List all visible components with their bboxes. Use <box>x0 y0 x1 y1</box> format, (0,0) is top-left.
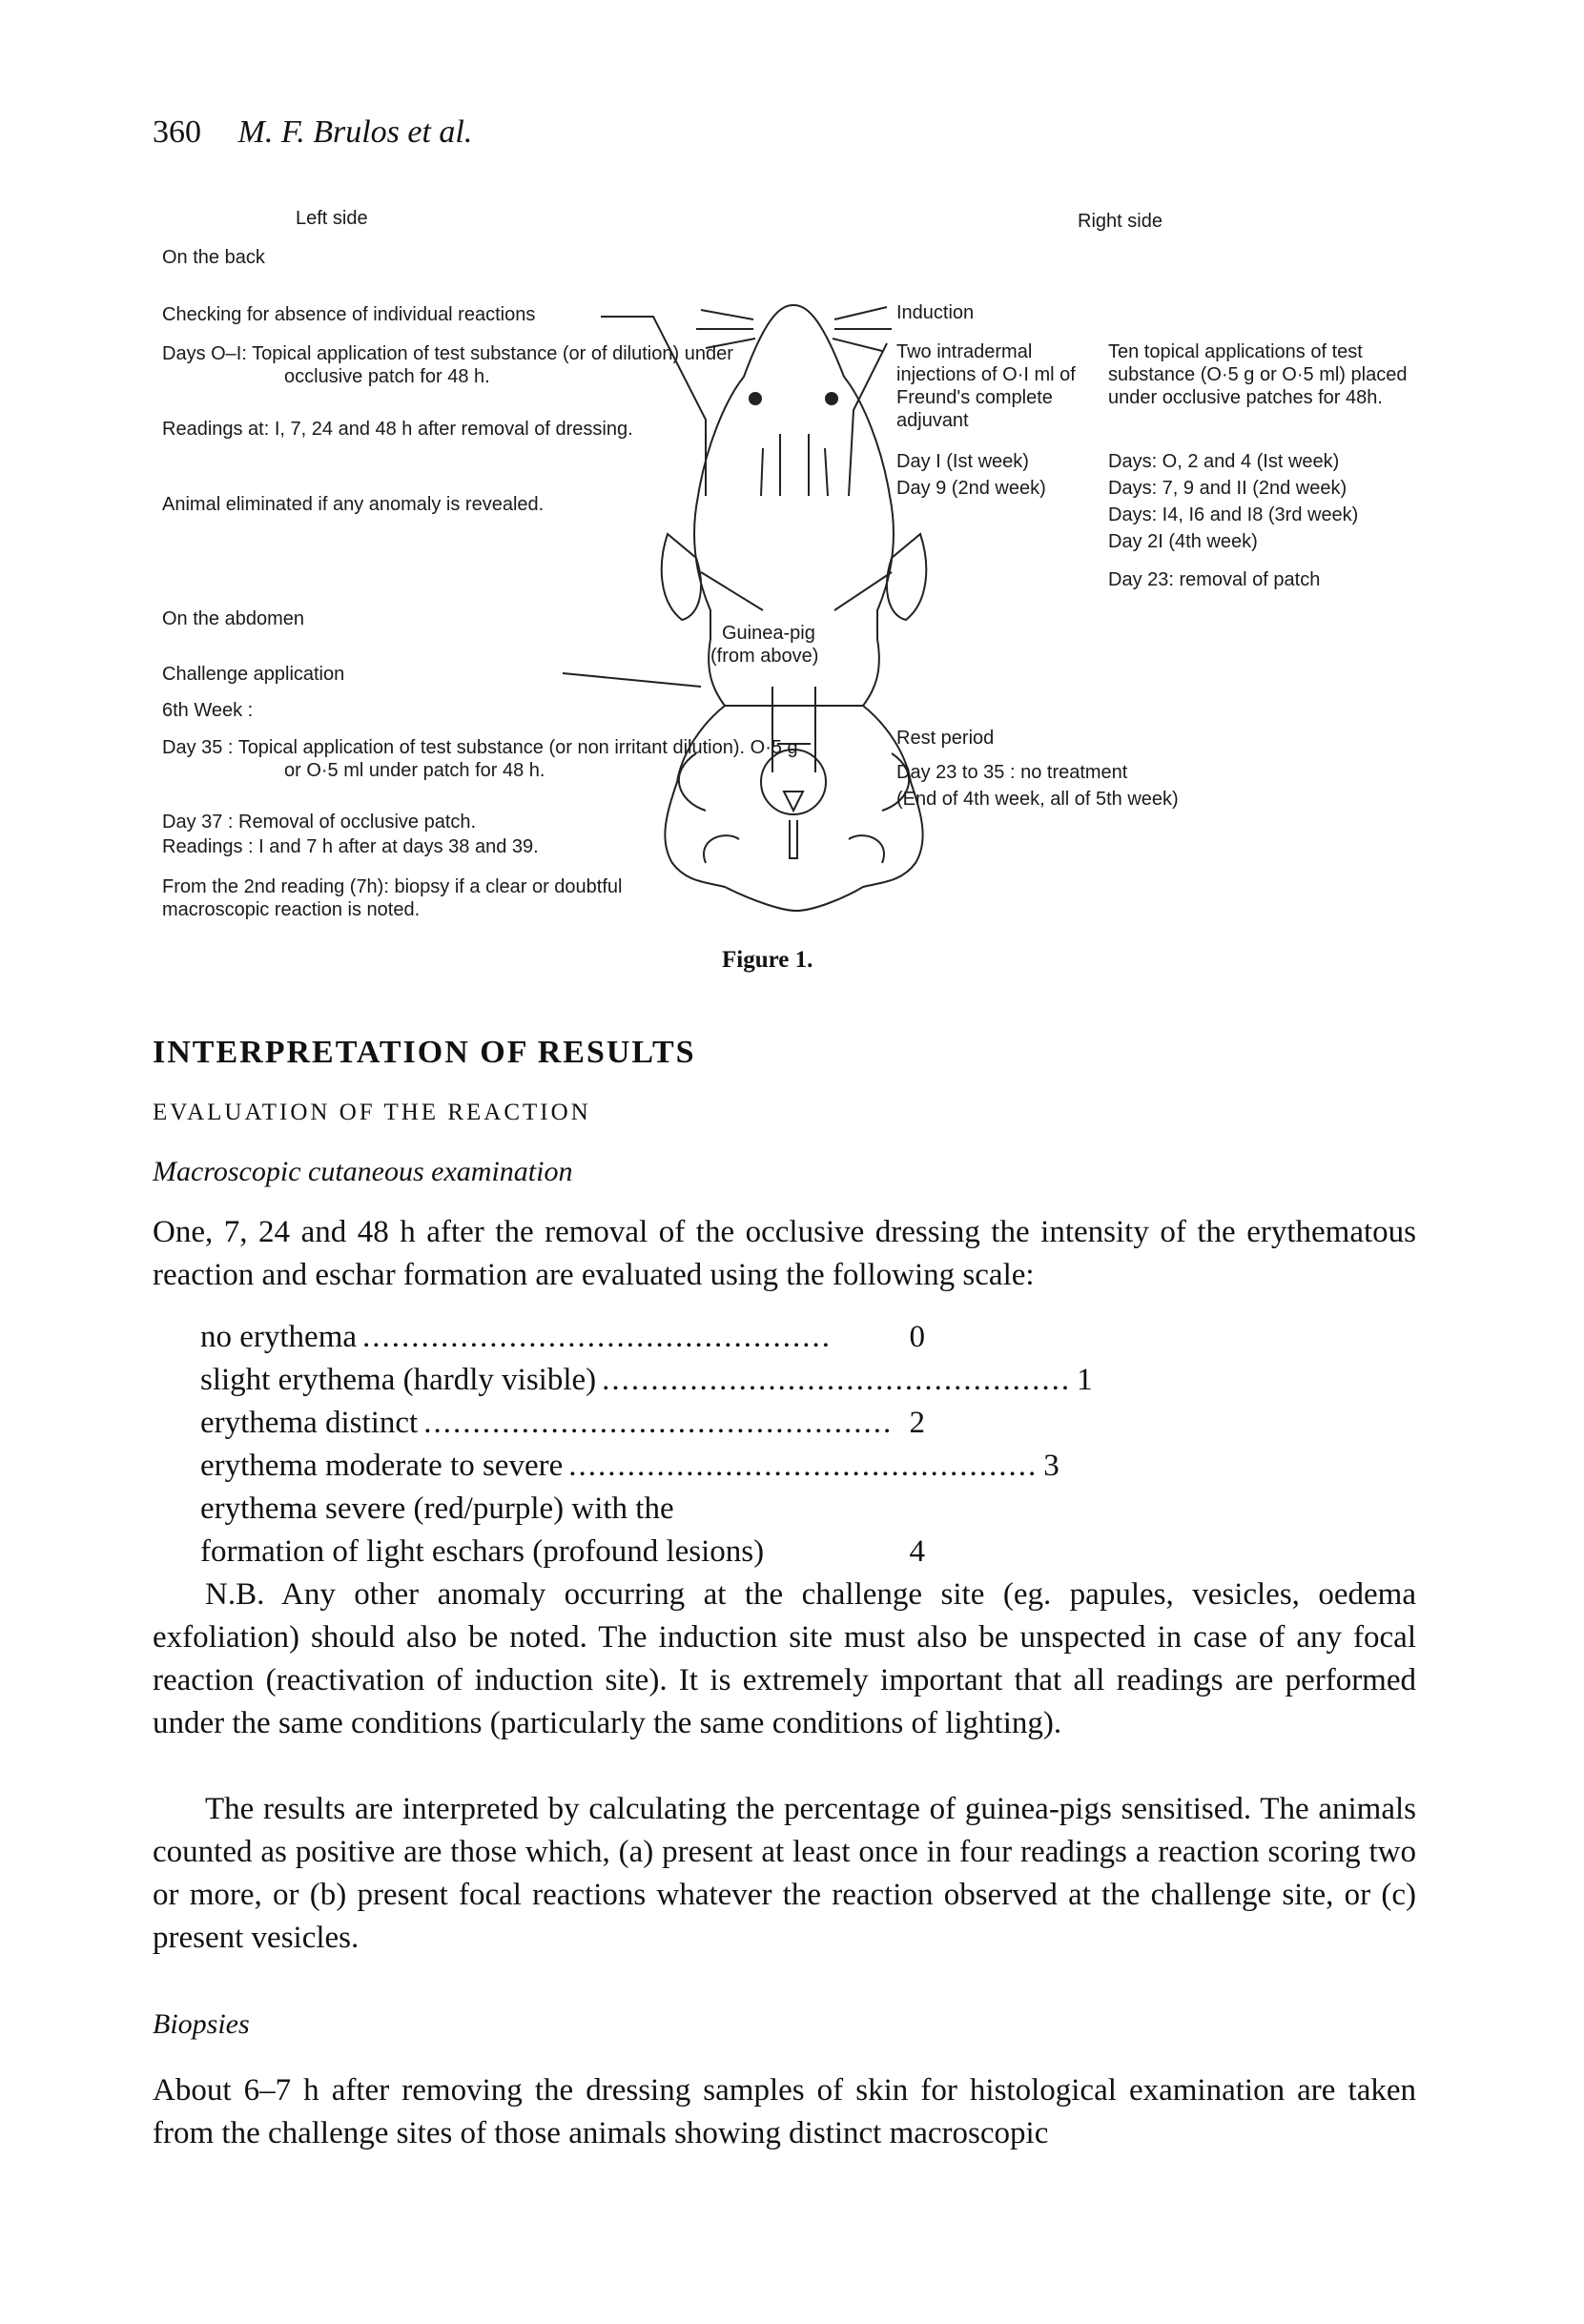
scale-dots: ................................................ <box>568 1449 1039 1483</box>
authors: M. F. Brulos et al. <box>237 114 473 150</box>
scale-value: 2 <box>909 1406 925 1440</box>
label-on-the-back: On the back <box>162 247 265 268</box>
text-days-week1: Days: O, 2 and 4 (Ist week) <box>1108 451 1340 472</box>
label-on-the-abdomen: On the abdomen <box>162 608 304 629</box>
scale-dots: ................................................ <box>362 1320 833 1354</box>
text-day21: Day 2I (4th week) <box>1108 531 1258 552</box>
text-readings <box>162 418 801 441</box>
text-day-35 <box>162 736 799 782</box>
subsection-heading: EVALUATION OF THE REACTION <box>153 1100 591 1125</box>
text-intradermal: Two intradermal injections of O·I ml of Freund's complete adjuvant <box>896 341 1076 431</box>
scale-dots: ................................................ <box>602 1363 1072 1397</box>
paragraph-results: The results are interpreted by calculating the percentage of guinea-pigs sensitised. The animals counted as positive are those which, (a) present at least once in four readings a reaction scoring two or more, or (b) present focal reactions whatever the reaction observed at the challenge site, or (c) present vesicles. <box>153 1792 1416 1955</box>
scale-label: no erythema <box>200 1320 358 1354</box>
day35-text: Topical application of test substance (or non irritant dilution). O·5 g or O·5 ml under patch for 48 h. <box>237 737 798 781</box>
day35-label: Day 35 : <box>162 737 234 758</box>
subsubsection-heading: Macroscopic cutaneous examination <box>153 1156 573 1187</box>
text-days-0-1 <box>162 342 780 388</box>
scale-row <box>200 1531 925 1573</box>
label-week6: 6th Week : <box>162 700 254 721</box>
scale-label: slight erythema (hardly visible) <box>200 1363 597 1397</box>
scale-value: 0 <box>909 1320 925 1354</box>
label-from-above: (from above) <box>710 646 819 667</box>
paragraph-intro: One, 7, 24 and 48 h after the removal of the occlusive dressing the intensity of the erythematous reaction and eschar formation are evaluated using the following scale: <box>153 1215 1416 1292</box>
days01-text: Topical application of test substance (or of dilution) under occlusive patch for 48 h. <box>252 343 733 387</box>
days01-label: Days O–I: <box>162 343 247 364</box>
scale-label: erythema moderate to severe <box>200 1449 564 1483</box>
scale-row <box>200 1402 925 1445</box>
scale-dots: ................................................ <box>423 1406 894 1440</box>
leader-challenge <box>563 673 701 687</box>
day37-label: Day 37 : <box>162 812 234 833</box>
scale-row <box>200 1359 1093 1402</box>
scale-label: formation of light eschars (profound lesions) <box>200 1534 765 1569</box>
paragraph-nb: N.B. Any other anomaly occurring at the challenge site (eg. papules, vesicles, oedema exfoliation) should also be noted. The induction site must also be unspected in case of any focal reaction (reactivation of induction site). It is extremely important that all readings are performed under the same conditions (particularly the same conditions of lighting). <box>153 1577 1416 1740</box>
scale-value: 3 <box>1043 1449 1059 1483</box>
text-day23: Day 23: removal of patch <box>1108 569 1321 590</box>
text-rest-weeks: (End of 4th week, all of 5th week) <box>896 789 1179 810</box>
label-guinea-pig: Guinea-pig <box>722 623 815 644</box>
text-biopsy-note: From the 2nd reading (7h): biopsy if a clear or doubtful macroscopic reaction is noted. <box>162 876 623 920</box>
scale-row <box>200 1488 925 1531</box>
label-left-side: Left side <box>296 208 368 229</box>
scale-row <box>200 1445 1059 1488</box>
paragraph-biopsies: About 6–7 h after removing the dressing samples of skin for histological examination are taken from the challenge sites of those animals showing distinct macroscopic <box>153 2073 1416 2150</box>
text-days-week3: Days: I4, I6 and I8 (3rd week) <box>1108 504 1359 525</box>
page-number: 360 <box>153 114 201 150</box>
eye-right <box>826 393 837 404</box>
scale-value: 4 <box>909 1534 925 1569</box>
readings-label: Readings at: <box>162 419 270 440</box>
figure-1 <box>0 0 1584 992</box>
figure-caption: Figure 1. <box>722 947 813 973</box>
text-day-37 <box>162 811 476 833</box>
back-head-stripes <box>761 434 828 496</box>
text-ten-topical: Ten topical applications of test substance (O·5 g or O·5 ml) placed under occlusive patches for 48h. <box>1108 341 1408 408</box>
label-challenge: Challenge application <box>162 664 345 685</box>
biopsies-heading: Biopsies <box>153 2008 250 2040</box>
scale-label: erythema distinct <box>200 1406 419 1440</box>
day37-text: Removal of occlusive patch. <box>238 812 477 833</box>
scale-label: erythema severe (red/purple) with the <box>200 1491 674 1526</box>
label-rest-period: Rest period <box>896 728 995 749</box>
eye-left <box>750 393 761 404</box>
text-day1: Day I (Ist week) <box>896 451 1029 472</box>
scale-row <box>200 1316 925 1359</box>
label-right-side: Right side <box>1078 211 1162 232</box>
text-rest-days: Day 23 to 35 : no treatment <box>896 762 1128 783</box>
section-heading: INTERPRETATION OF RESULTS <box>153 1035 696 1070</box>
leader-mid <box>701 572 892 610</box>
text-checking: Checking for absence of individual reactions <box>162 304 536 325</box>
label-induction: Induction <box>896 302 975 323</box>
text-readings-2: Readings : I and 7 h after at days 38 and 39. <box>162 836 539 857</box>
text-day9: Day 9 (2nd week) <box>896 478 1046 499</box>
scale-value: 1 <box>1077 1363 1093 1397</box>
text-days-week2: Days: 7, 9 and II (2nd week) <box>1108 478 1347 499</box>
text-eliminated: Animal eliminated if any anomaly is revealed. <box>162 494 545 515</box>
readings-text: I, 7, 24 and 48 h after removal of dressing. <box>274 419 633 440</box>
erythema-scale <box>200 1316 1093 1573</box>
